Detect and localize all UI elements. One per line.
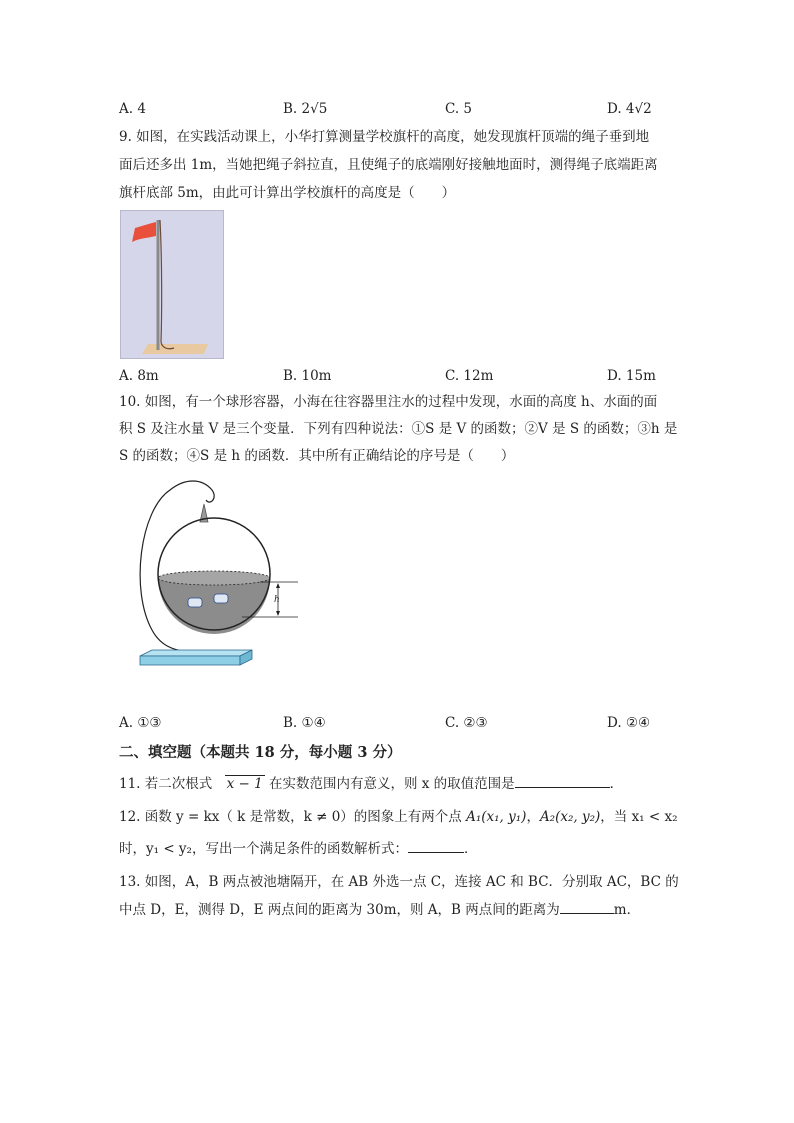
water-surface: [158, 571, 270, 585]
q10-option-d: D. ②④: [607, 715, 651, 731]
q9-option-c: C. 12m: [445, 368, 494, 384]
q8-option-d: D. 4√2: [607, 101, 652, 117]
q11-answer-blank[interactable]: [515, 773, 610, 788]
q12-line2-a: 时，y₁ < y₂，写出一个满足条件的函数解析式：: [119, 841, 408, 857]
q12-point2: A₂(x₂, y₂): [539, 809, 601, 825]
dim-arrow-up: [276, 583, 280, 588]
q8-option-b: B. 2√5: [283, 101, 328, 117]
dim-arrow-down: [276, 611, 280, 616]
q11-suffix: 在实数范围内有意义，则 x 的取值范围是: [264, 776, 515, 792]
q9-option-a: A. 8m: [119, 368, 159, 384]
q12-text-line1: [119, 807, 678, 827]
q12-sep: ，: [526, 809, 540, 825]
q13-text-line1: 13. 如图，A，B 两点被池塘隔开，在 AB 外选一点 C，连接 AC 和 BC．分别取 AC，BC 的: [119, 874, 679, 890]
ground-patch: [142, 344, 208, 354]
q8-option-c: C. 5: [445, 101, 473, 117]
q11-end: ．: [609, 776, 624, 792]
section-title: 二、填空题（本题共 18 分，每小题 3 分）: [119, 744, 402, 761]
q13-answer-blank[interactable]: [560, 899, 614, 914]
q11-radical: x − 1: [226, 776, 263, 792]
water: [158, 578, 270, 634]
q9-text-line3: 旗杆底部 5m，由此可计算出学校旗杆的高度是（ ）: [119, 185, 456, 201]
q9-option-d: D. 15m: [607, 368, 656, 384]
q12-answer-blank[interactable]: [408, 838, 464, 853]
fish-left: [188, 598, 202, 607]
q10-option-a: A. ①③: [119, 715, 162, 731]
q11-text: [119, 773, 623, 794]
flagpole-figure: [120, 210, 224, 359]
stand-stem: [152, 630, 188, 652]
q12-text-line2: [119, 838, 477, 859]
base-top: [140, 650, 252, 656]
q9-text-line2: 面后还多出 1m，当她把绳子斜拉直，且使绳子的底端刚好接触地面时，测得绳子底端距离: [119, 157, 658, 173]
q12-line1-b: ，当 x₁ < x₂: [600, 809, 678, 825]
q10-text-line3: S 的函数；④S 是 h 的函数．其中所有正确结论的序号是（ ）: [119, 448, 515, 464]
q10-option-c: C. ②③: [445, 715, 488, 731]
q12-line1-a: 12. 函数 y = kx（ k 是常数，k ≠ 0）的图象上有两个点: [119, 809, 467, 825]
q13-text-line2: [119, 899, 640, 920]
q12-point1: A₁(x₁, y₁): [466, 809, 527, 825]
q10-text-line2: 积 S 及注水量 V 是三个变量．下列有四种说法：①S 是 V 的函数；②V 是 S 的函数；③h 是: [119, 421, 678, 437]
q10-option-b: B. ①④: [283, 715, 326, 731]
q13-line2-b: m．: [613, 902, 641, 918]
q10-text-line1: 10. 如图，有一个球形容器，小海在往容器里注水的过程中发现，水面的高度 h、水面的面: [119, 394, 658, 410]
height-label: h: [274, 595, 280, 605]
fish-right: [214, 594, 228, 603]
q8-option-a: A. 4: [119, 101, 146, 117]
q11-prefix: 11. 若二次根式: [119, 776, 217, 792]
q13-line2-a: 中点 D，E，测得 D，E 两点间的距离为 30m，则 A，B 两点间的距离为: [119, 902, 560, 918]
q9-text-line1: 9. 如图，在实践活动课上，小华打算测量学校旗杆的高度，她发现旗杆顶端的绳子垂到地: [119, 129, 650, 145]
q9-option-b: B. 10m: [283, 368, 332, 384]
spherical-container-figure: [130, 470, 310, 670]
base-front: [140, 656, 240, 665]
q12-line2-end: ．: [463, 841, 478, 857]
